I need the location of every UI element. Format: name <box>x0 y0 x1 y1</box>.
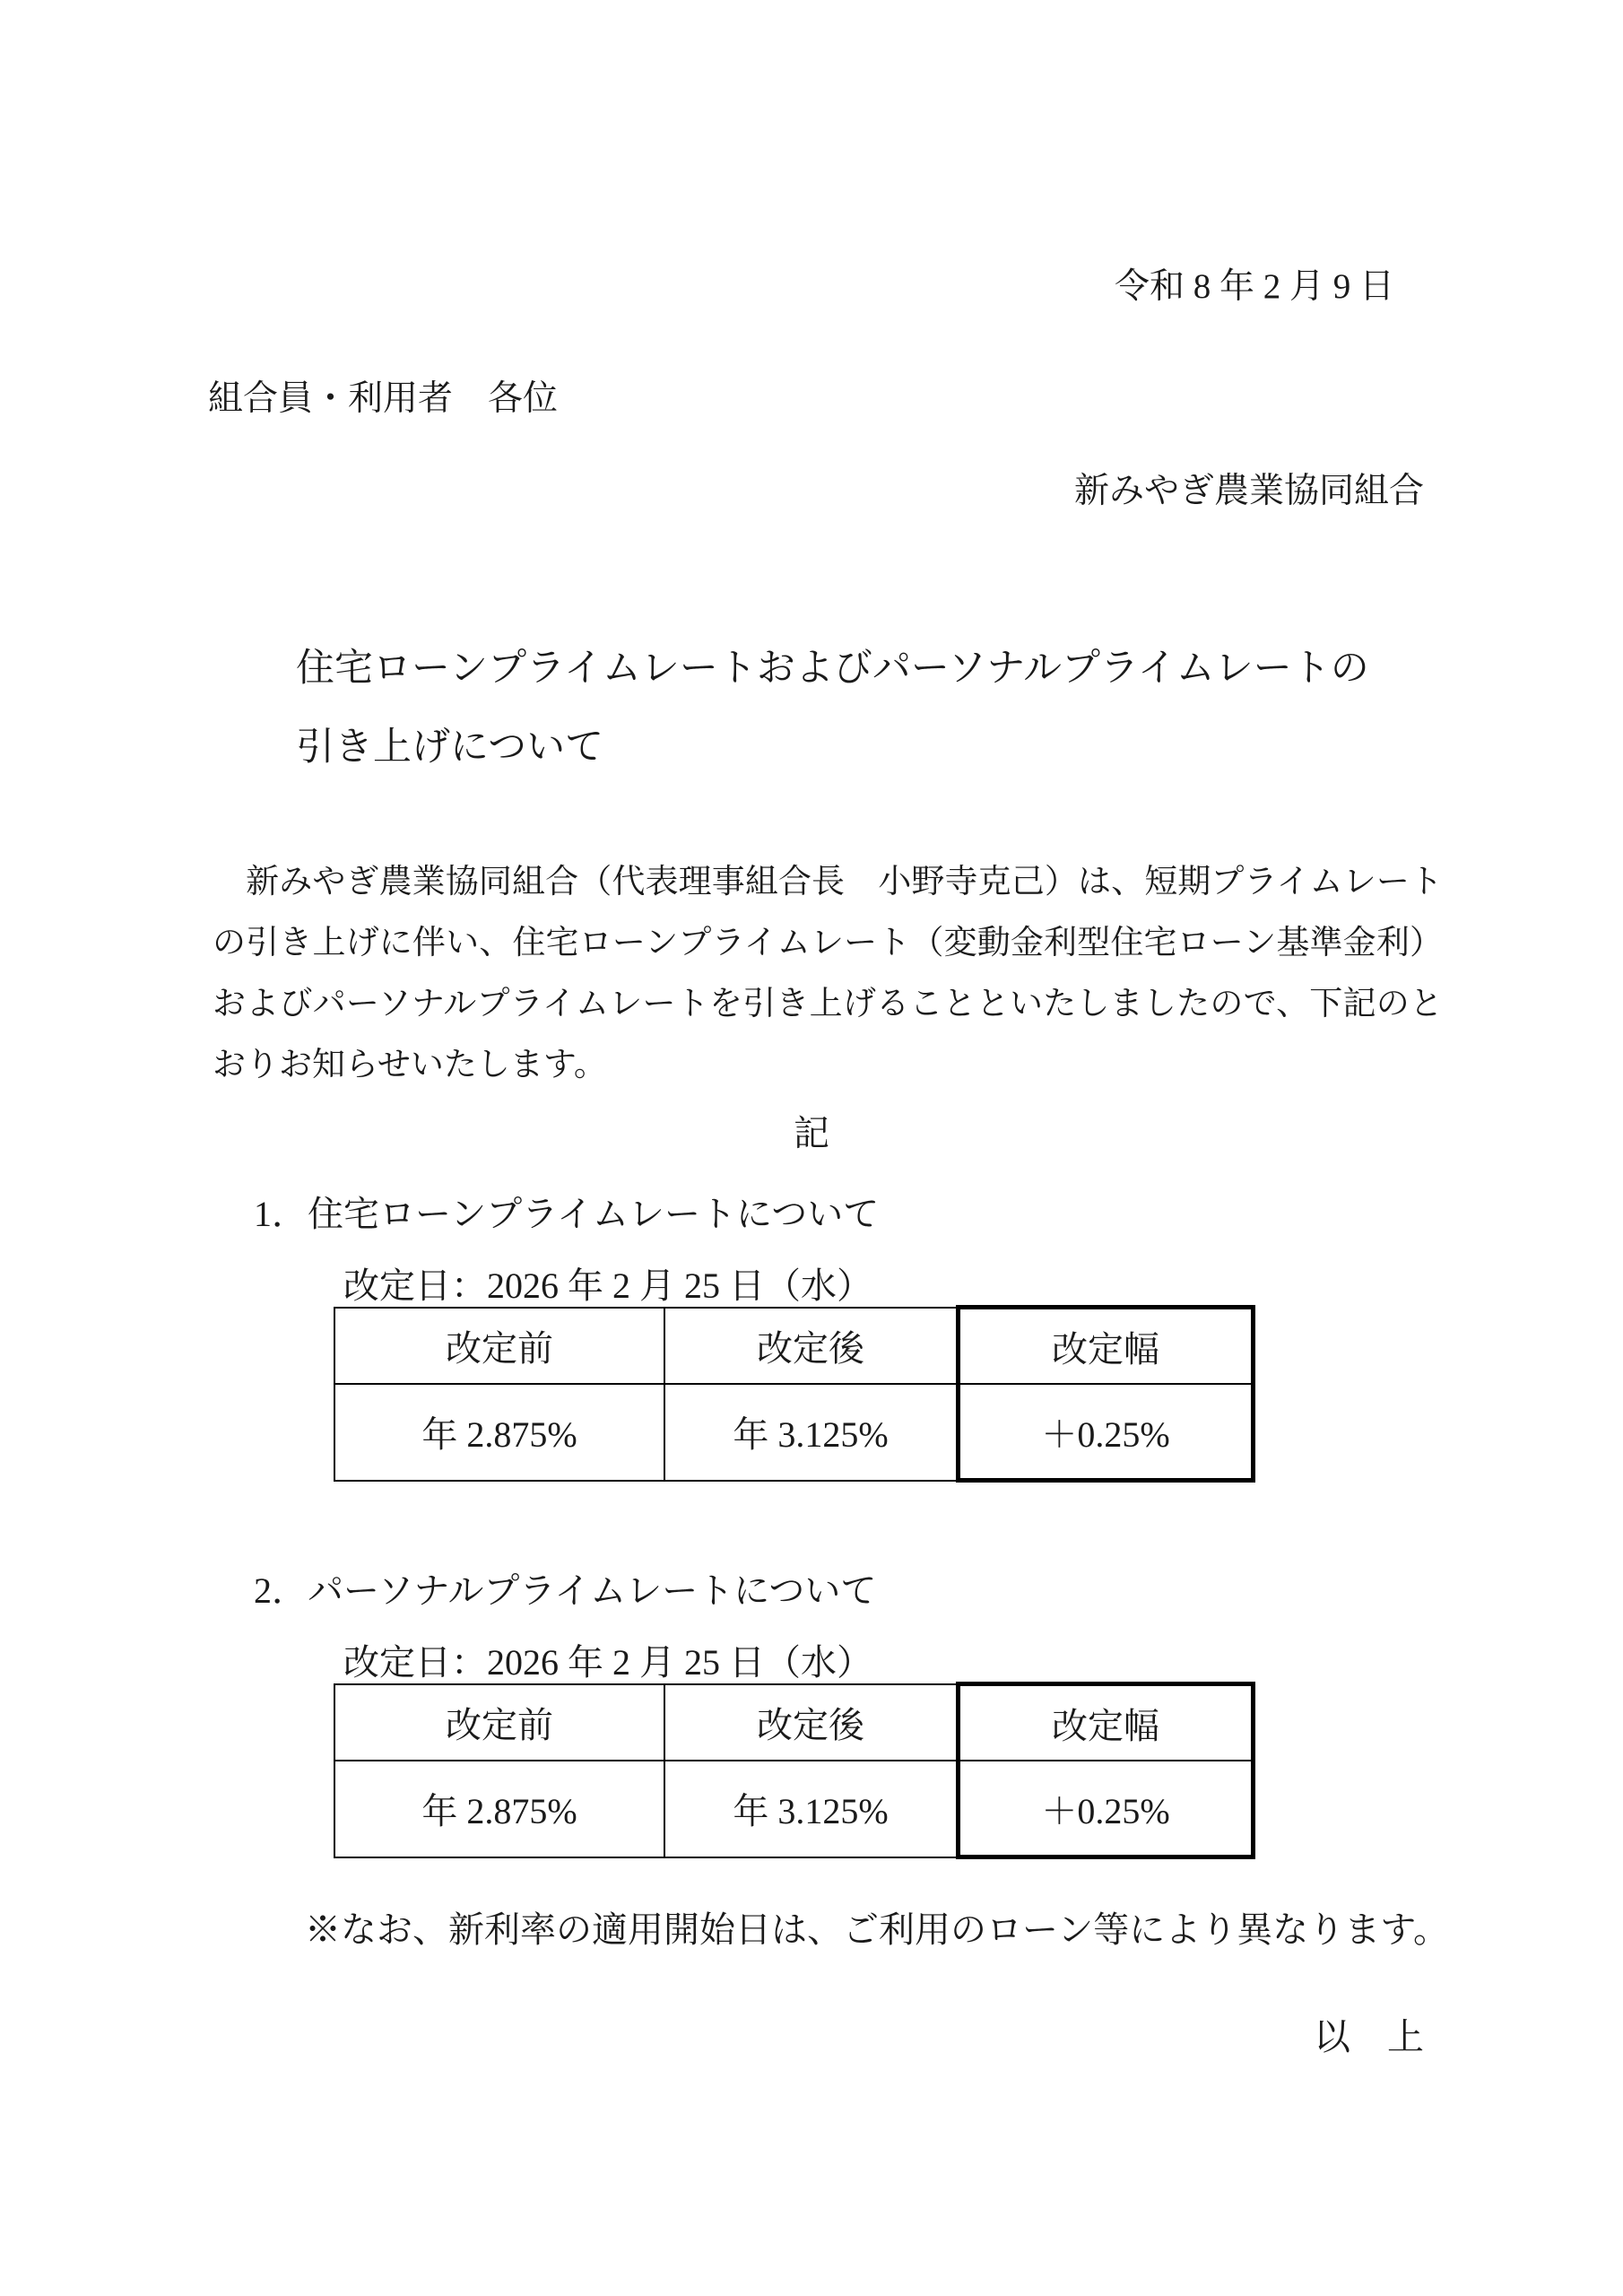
header-cell-before: 改定前 <box>334 1308 664 1385</box>
addressee-line: 組合員・利用者 各位 <box>208 379 559 418</box>
table-value-row <box>334 1761 1254 1857</box>
header-cell-after: 改定後 <box>664 1684 959 1761</box>
value-cell-after: 年 3.125% <box>664 1384 959 1481</box>
table-header-row <box>334 1308 1254 1385</box>
section-1-heading: 1．住宅ローンプライムレートについて <box>254 1194 880 1234</box>
closing-salutation: 以 上 <box>1314 2016 1424 2057</box>
table-value-row <box>334 1384 1254 1481</box>
value-cell-after: 年 3.125% <box>664 1761 959 1857</box>
header-cell-after: 改定後 <box>664 1308 959 1385</box>
date-line: 令和 8 年 2 月 9 日 <box>1114 267 1394 306</box>
table-header-row <box>334 1684 1254 1761</box>
rate-table-housing-loan <box>334 1305 1255 1483</box>
value-cell-change: ＋0.25% <box>959 1384 1254 1481</box>
rate-table-personal <box>334 1682 1255 1859</box>
header-cell-change: 改定幅 <box>959 1684 1254 1761</box>
organization-name: 新みやぎ農業協同組合 <box>1073 472 1424 510</box>
title-line-1: 住宅ローンプライムレートおよびパーソナルプライムレートの <box>296 648 1369 690</box>
document-title <box>296 630 1369 787</box>
footnote: ※なお、新利率の適用開始日は、ご利用のローン等により異なります。 <box>305 1909 1449 1950</box>
section-2-revision-date: 改定日：2026 年 2 月 25 日（水） <box>343 1642 872 1683</box>
section-1-revision-date: 改定日：2026 年 2 月 25 日（水） <box>343 1265 872 1306</box>
value-cell-before: 年 2.875% <box>334 1384 664 1481</box>
header-cell-before: 改定前 <box>334 1684 664 1761</box>
value-cell-change: ＋0.25% <box>959 1761 1254 1857</box>
section-2-heading: 2．パーソナルプライムレートについて <box>254 1570 877 1611</box>
value-cell-before: 年 2.875% <box>334 1761 664 1857</box>
header-cell-change: 改定幅 <box>959 1308 1254 1385</box>
body-paragraph: 新みやぎ農業協同組合（代表理事組合長 小野寺克己）は、短期プライムレートの引き上げに伴い、住宅ローンプライムレート（変動金利型住宅ローン基準金利）およびパーソナルプライムレートを引き上げることといたしましたので、下記のとおりお知らせいたします。 <box>213 864 1443 1083</box>
record-marker: 記 <box>794 1113 829 1153</box>
title-line-2: 引き上げについて <box>296 726 604 769</box>
